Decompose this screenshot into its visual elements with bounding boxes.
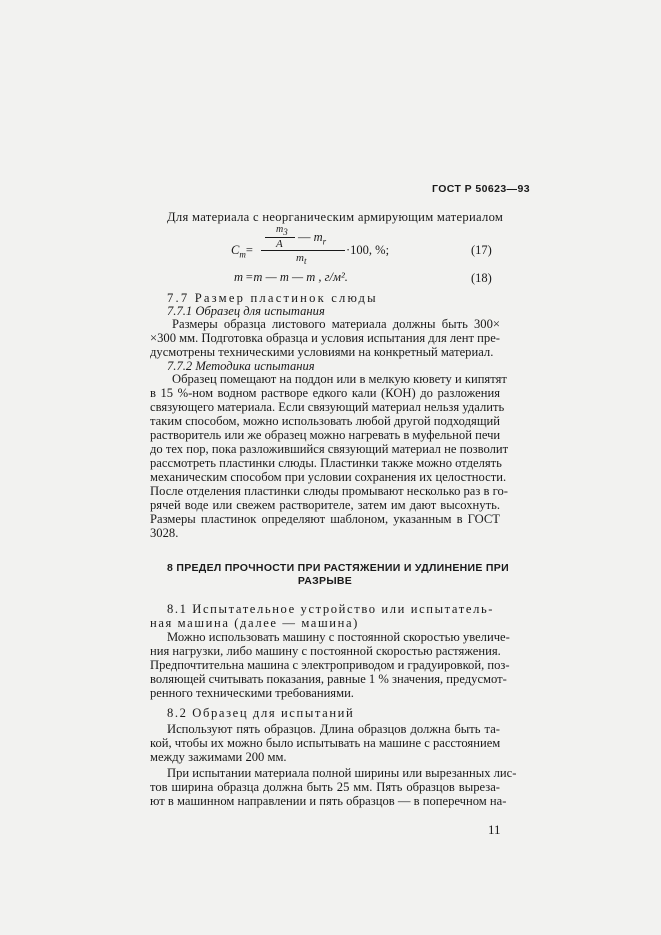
section-8-2-title: 8.2 Образец для испытаний xyxy=(167,706,355,720)
p772-line-8: механическим способом при условии сохранения их целостности. xyxy=(150,470,507,484)
p772-line-3: связующего материала. Если связующий материал нельзя удалить xyxy=(150,400,505,414)
p81-line-1: Можно использовать машину с постоянной скоростью увеличе- xyxy=(167,630,510,644)
formula17-number: (17) xyxy=(471,243,492,257)
section-7-7-title: 7.7 Размер пластинок слюды xyxy=(167,291,378,305)
p771-line-2: ×300 мм. Подготовка образца и условия испытания для лент пре- xyxy=(150,331,500,345)
section-8-1-title-line-2: ная машина (далее — машина) xyxy=(150,616,359,630)
p771-line-3: дусмотрены техническими условиями на конкретный материал. xyxy=(150,345,494,359)
formula17-tail: ·100, %; xyxy=(346,243,390,257)
formula17-fraction-bar xyxy=(261,250,345,251)
formula18-lhs: m xyxy=(234,270,244,284)
p772-line-1: Образец помещают на поддон или в мелкую кювету и кипятят xyxy=(172,372,507,386)
formula17-inner-num: $m_3$ xyxy=(276,224,288,237)
section-7-7-1-title: 7.7.1 Образец для испытания xyxy=(167,304,325,318)
p81-line-5: ренного техническими требованиями. xyxy=(150,686,354,700)
formula17-outer-den: $m_t$ xyxy=(296,252,307,267)
p772-line-6: до тех пор, пока разложившийся связующий материал не позволит xyxy=(150,442,509,456)
p82b-line-2: тов ширина образца должна быть 25 мм. Пять образцов выреза- xyxy=(150,780,500,794)
formula18-body: =m — m — m , г/м². xyxy=(245,270,348,284)
p772-line-9: После отделения пластинки слюды промывают несколько раз в го- xyxy=(150,484,508,498)
formula17-minus-term: — $m_r$ xyxy=(298,230,327,247)
section-8-1-title-line-1: 8.1 Испытательное устройство или испытатель- xyxy=(167,602,495,616)
p772-line-4: таким способом, можно использовать любой другой подходящий xyxy=(150,414,500,428)
section-8-title-line-1: 8 ПРЕДЕЛ ПРОЧНОСТИ ПРИ РАСТЯЖЕНИИ И УДЛИНЕНИЕ ПРИ xyxy=(167,562,509,574)
p772-line-2: в 15 %-ном водном растворе едкого кали (КОН) до разложения xyxy=(150,386,500,400)
p772-line-7: рассмотреть пластинки слюды. Пластинки также можно отделять xyxy=(150,456,502,470)
p81-line-2: ния нагрузки, либо машину с постоянной скоростью растяжения. xyxy=(150,644,501,658)
p772-line-12: 3028. xyxy=(150,526,179,540)
p82b-line-3: ют в машинном направлении и пять образцов — в поперечном на- xyxy=(150,794,507,808)
p81-line-4: воляющей считывать показания, равные 1 % значения, предусмот- xyxy=(150,672,507,686)
p81-line-3: Предпочтительна машина с электроприводом и градуировкой, поз- xyxy=(150,658,510,672)
p82a-line-1: Используют пять образцов. Длина образцов должна быть та- xyxy=(167,722,500,736)
formula17-inner-den: A xyxy=(276,238,283,250)
p772-line-10: рячей воде или свежем растворителе, затем им дают высохнуть. xyxy=(150,498,500,512)
formula18-number: (18) xyxy=(471,271,492,285)
p772-line-11: Размеры пластинок определяют шаблоном, указанным в ГОСТ xyxy=(150,512,500,526)
p82a-line-3: между зажимами 200 мм. xyxy=(150,750,287,764)
formula17-lhs: $C_m=$ xyxy=(231,243,253,260)
p772-line-5: растворитель или же образец можно нагревать в муфельной печи xyxy=(150,428,501,442)
p82b-line-1: При испытании материала полной ширины или вырезанных лис- xyxy=(167,766,517,780)
doc-code-header: ГОСТ Р 50623—93 xyxy=(432,183,530,195)
p82a-line-2: кой, чтобы их можно было испытывать на машине с расстоянием xyxy=(150,736,501,750)
intro-text: Для материала с неорганическим армирующим материалом xyxy=(167,210,504,224)
page-number: 11 xyxy=(488,822,501,837)
section-7-7-2-title: 7.7.2 Методика испытания xyxy=(167,359,315,373)
p771-line-1: Размеры образца листового материала должны быть 300× xyxy=(172,317,500,331)
section-8-title-line-2: РАЗРЫВЕ xyxy=(297,575,353,587)
